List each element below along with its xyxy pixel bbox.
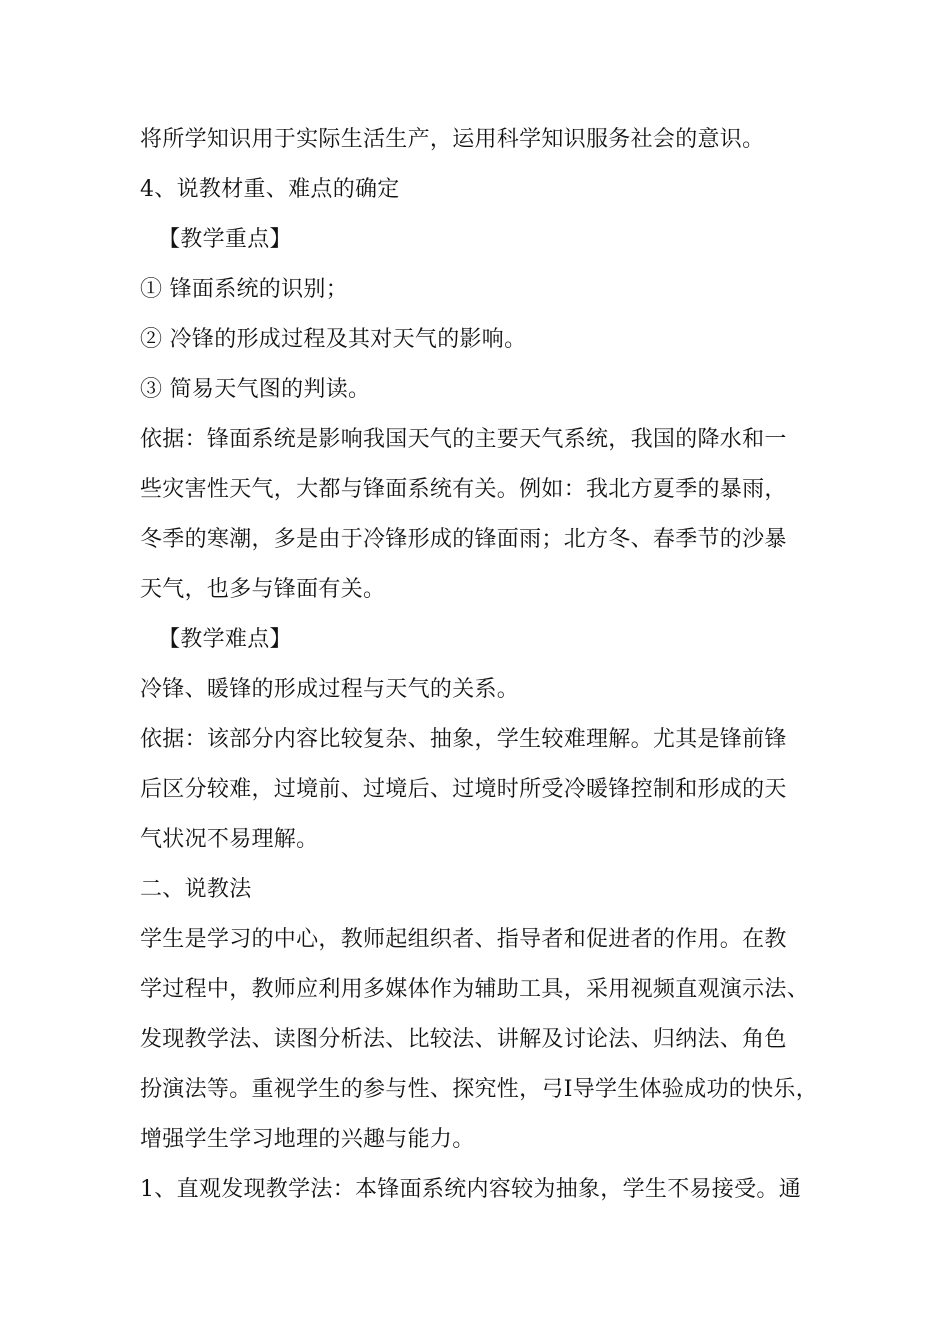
text-line-1: 将所学知识用于实际生活生产，运用科学知识服务社会的意识。 [140,127,765,152]
list-item-2: ② 冷锋的形成过程及其对天气的影响。 [140,327,527,352]
list-item-3: ③ 简易天气图的判读。 [140,377,371,402]
text-line-methods-4: 扮演法等。重视学生的参与性、探究性，弓I导学生体验成功的快乐， [140,1077,818,1102]
subheading-difficult-points: 【教学难点】 [158,627,292,652]
section-heading-teaching-methods: 二、说教法 [140,877,252,902]
text-line-methods-1: 学生是学习的中心，教师起组织者、指导者和促进者的作用。在教 [140,927,787,952]
text-line-basis-3: 冬季的寒潮，多是由于冷锋形成的锋面雨；北方冬、春季节的沙暴 [140,527,787,552]
list-item-1: ① 锋面系统的识别； [140,277,348,302]
subheading-key-points: 【教学重点】 [158,227,292,252]
text-line-basis-1: 依据：锋面系统是影响我国天气的主要天气系统，我国的降水和一 [140,427,787,452]
text-line-method-1: 1、直观发现教学法：本锋面系统内容较为抽象，学生不易接受。通 [140,1177,801,1202]
text-line-difficult-basis-1: 依据：该部分内容比较复杂、抽象，学生较难理解。尤其是锋前锋 [140,727,787,752]
text-line-basis-4: 天气，也多与锋面有关。 [140,577,386,602]
text-line-methods-5: 增强学生学习地理的兴趣与能力。 [140,1127,475,1152]
text-line-difficult-basis-2: 后区分较难，过境前、过境后、过境时所受冷暖锋控制和形成的天 [140,777,787,802]
text-line-methods-3: 发现教学法、读图分析法、比较法、讲解及讨论法、归纳法、角色 [140,1027,787,1052]
text-line-difficult-basis-3: 气状况不易理解。 [140,827,319,852]
section-heading-key-difficult-points: 4、说教材重、难点的确定 [140,177,400,202]
text-line-difficult-1: 冷锋、暖锋的形成过程与天气的关系。 [140,677,520,702]
text-line-basis-2: 些灾害性天气，大都与锋面系统有关。例如：我北方夏季的暴雨， [140,477,787,502]
text-line-methods-2: 学过程中，教师应利用多媒体作为辅助工具，采用视频直观演示法、 [140,977,810,1002]
